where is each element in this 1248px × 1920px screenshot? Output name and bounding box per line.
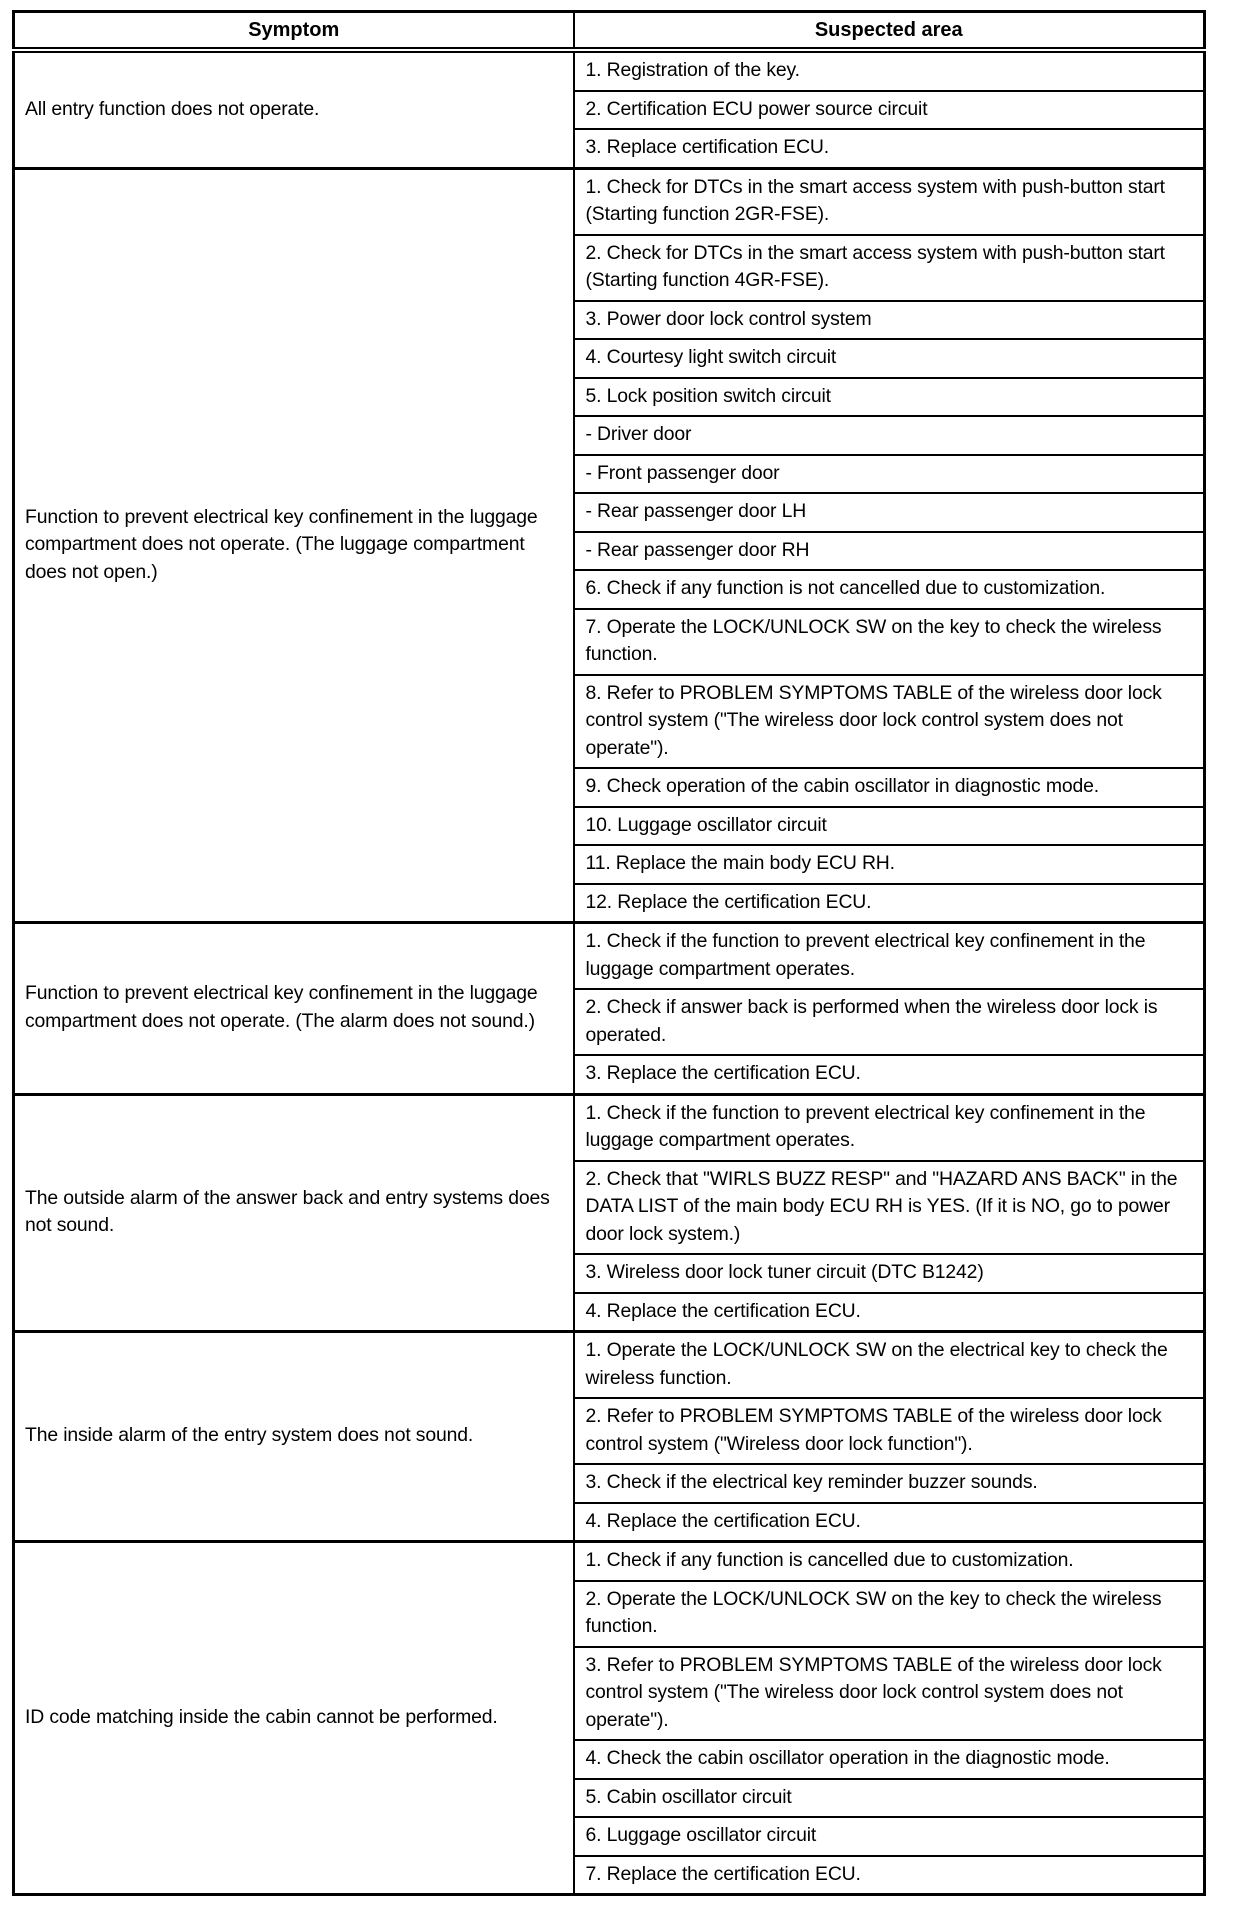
suspected-area-cell: 3. Check if the electrical key reminder buzzer sounds.	[574, 1464, 1205, 1503]
symptom-cell: Function to prevent electrical key confinement in the luggage compartment does not operate. (The luggage compartment does not open.)	[14, 168, 574, 923]
symptom-cell: ID code matching inside the cabin cannot be performed.	[14, 1542, 574, 1895]
symptom-cell: The inside alarm of the entry system does not sound.	[14, 1332, 574, 1542]
suspected-area-cell: 3. Refer to PROBLEM SYMPTOMS TABLE of the wireless door lock control system ("The wireless door lock control system does not operate").	[574, 1647, 1205, 1741]
suspected-area-cell: 5. Cabin oscillator circuit	[574, 1779, 1205, 1818]
suspected-area-cell: 3. Power door lock control system	[574, 301, 1205, 340]
suspected-area-cell: 10. Luggage oscillator circuit	[574, 807, 1205, 846]
table-row	[14, 168, 1205, 235]
suspected-area-cell: 4. Courtesy light switch circuit	[574, 339, 1205, 378]
header-symptom: Symptom	[14, 12, 574, 51]
suspected-area-cell: - Driver door	[574, 416, 1205, 455]
suspected-area-cell: 8. Refer to PROBLEM SYMPTOMS TABLE of the wireless door lock control system ("The wireless door lock control system does not operate").	[574, 675, 1205, 769]
suspected-area-cell: 2. Certification ECU power source circuit	[574, 91, 1205, 130]
table-row	[14, 1332, 1205, 1399]
symptom-cell: Function to prevent electrical key confinement in the luggage compartment does not operate. (The alarm does not sound.)	[14, 923, 574, 1095]
suspected-area-cell: 3. Replace certification ECU.	[574, 129, 1205, 168]
suspected-area-cell: 2. Check that "WIRLS BUZZ RESP" and "HAZARD ANS BACK" in the DATA LIST of the main body ECU RH is YES. (If it is NO, go to power door lock system.)	[574, 1161, 1205, 1255]
problem-symptoms-table	[12, 10, 1206, 1896]
suspected-area-cell: 12. Replace the certification ECU.	[574, 884, 1205, 923]
suspected-area-cell: 2. Check if answer back is performed when the wireless door lock is operated.	[574, 989, 1205, 1055]
suspected-area-cell: 1. Operate the LOCK/UNLOCK SW on the electrical key to check the wireless function.	[574, 1332, 1205, 1399]
suspected-area-cell: 7. Replace the certification ECU.	[574, 1856, 1205, 1895]
suspected-area-cell: 9. Check operation of the cabin oscillator in diagnostic mode.	[574, 768, 1205, 807]
suspected-area-cell: 11. Replace the main body ECU RH.	[574, 845, 1205, 884]
table-header-row	[14, 12, 1205, 51]
suspected-area-cell: 2. Operate the LOCK/UNLOCK SW on the key to check the wireless function.	[574, 1581, 1205, 1647]
table-body	[14, 50, 1205, 1895]
problem-symptoms-sheet	[12, 10, 1206, 1896]
symptom-cell: All entry function does not operate.	[14, 50, 574, 168]
suspected-area-cell: 1. Check if the function to prevent electrical key confinement in the luggage compartment operates.	[574, 1094, 1205, 1161]
suspected-area-cell: 4. Replace the certification ECU.	[574, 1293, 1205, 1332]
suspected-area-cell: 6. Luggage oscillator circuit	[574, 1817, 1205, 1856]
suspected-area-cell: 2. Refer to PROBLEM SYMPTOMS TABLE of the wireless door lock control system ("Wireless door lock function").	[574, 1398, 1205, 1464]
suspected-area-cell: 5. Lock position switch circuit	[574, 378, 1205, 417]
suspected-area-cell: 3. Replace the certification ECU.	[574, 1055, 1205, 1094]
suspected-area-cell: 1. Check for DTCs in the smart access system with push-button start (Starting function 2GR-FSE).	[574, 168, 1205, 235]
suspected-area-cell: 3. Wireless door lock tuner circuit (DTC B1242)	[574, 1254, 1205, 1293]
suspected-area-cell: - Front passenger door	[574, 455, 1205, 494]
suspected-area-cell: 2. Check for DTCs in the smart access system with push-button start (Starting function 4GR-FSE).	[574, 235, 1205, 301]
suspected-area-cell: 1. Registration of the key.	[574, 50, 1205, 91]
table-row	[14, 923, 1205, 990]
table-row	[14, 1094, 1205, 1161]
suspected-area-cell: 4. Check the cabin oscillator operation in the diagnostic mode.	[574, 1740, 1205, 1779]
header-suspected-area: Suspected area	[574, 12, 1205, 51]
suspected-area-cell: - Rear passenger door LH	[574, 493, 1205, 532]
table-row	[14, 50, 1205, 91]
suspected-area-cell: 4. Replace the certification ECU.	[574, 1503, 1205, 1542]
suspected-area-cell: 7. Operate the LOCK/UNLOCK SW on the key to check the wireless function.	[574, 609, 1205, 675]
suspected-area-cell: 1. Check if the function to prevent electrical key confinement in the luggage compartment operates.	[574, 923, 1205, 990]
table-row	[14, 1542, 1205, 1581]
suspected-area-cell: 1. Check if any function is cancelled due to customization.	[574, 1542, 1205, 1581]
suspected-area-cell: 6. Check if any function is not cancelled due to customization.	[574, 570, 1205, 609]
symptom-cell: The outside alarm of the answer back and entry systems does not sound.	[14, 1094, 574, 1332]
suspected-area-cell: - Rear passenger door RH	[574, 532, 1205, 571]
